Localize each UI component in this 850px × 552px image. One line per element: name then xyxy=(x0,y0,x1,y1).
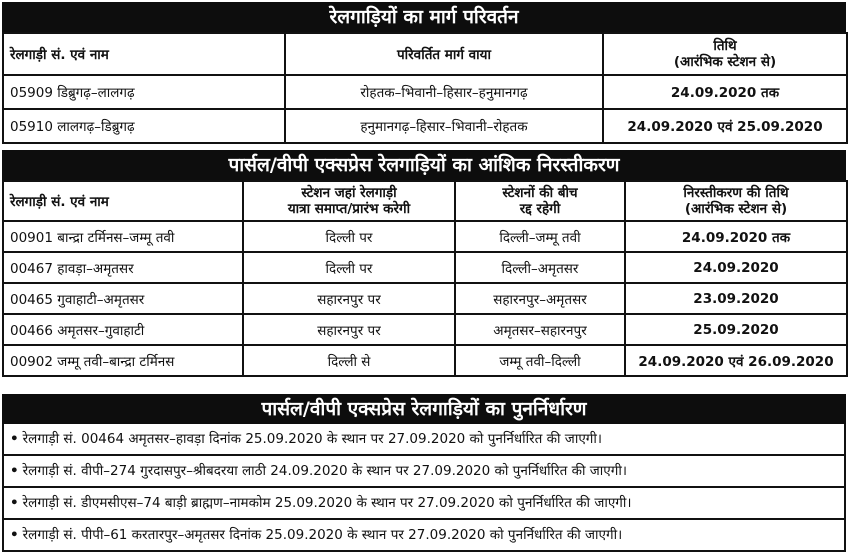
rescheduling-list xyxy=(2,424,846,552)
table-header-row xyxy=(3,33,847,75)
col-header-date xyxy=(603,33,847,75)
date-cell: 24.09.2020 एवं 25.09.2020 xyxy=(603,109,847,143)
partial-cancellation-section xyxy=(2,150,846,377)
table-row xyxy=(3,345,847,376)
rescheduling-section xyxy=(2,394,846,552)
col-header-between xyxy=(455,181,625,221)
col-header-date xyxy=(625,181,847,221)
table-row xyxy=(3,283,847,314)
col-header-date-line1: निरस्तीकरण की तिथि xyxy=(683,185,789,201)
table-row xyxy=(3,252,847,283)
list-item-text: रेलगाड़ी सं. वीपी–274 गुरदासपुर–श्रीबदरया लाठी 24.09.2020 के स्थान पर 27.09.2020 को पुनर्निर्धारित की जाएगी। xyxy=(22,463,627,479)
table-row xyxy=(3,75,847,109)
col-header-between-line1: स्टेशनों की बीच xyxy=(502,185,578,201)
between-cell: दिल्ली–जम्मू तवी xyxy=(455,221,625,252)
partial-cancellation-table xyxy=(2,180,848,377)
col-header-between-line2: रद्द रहेगी xyxy=(519,201,561,217)
train-cell: 00902 जम्मू तवी–बान्द्रा टर्मिनस xyxy=(3,345,243,376)
between-cell: अमृतसर–सहारनपुर xyxy=(455,314,625,345)
list-item xyxy=(4,486,844,518)
col-header-station-line2: यात्रा समाप्त/प्रारंभ करेगी xyxy=(287,201,411,217)
table-row xyxy=(3,314,847,345)
route-cell: हनुमानगढ़–हिसार–भिवानी–रोहतक xyxy=(285,109,603,143)
rescheduling-title: पार्सल/वीपी एक्सप्रेस रेलगाड़ियों का पुनर्निर्धारण xyxy=(2,394,846,424)
col-header-date-line1: तिथि xyxy=(713,38,737,54)
bullet-icon: • xyxy=(10,463,19,479)
bullet-icon: • xyxy=(10,527,19,543)
table-row xyxy=(3,109,847,143)
col-header-route: परिवर्तित मार्ग वाया xyxy=(285,33,603,75)
list-item-text: रेलगाड़ी सं. 00464 अमृतसर–हावड़ा दिनांक 25.09.2020 के स्थान पर 27.09.2020 को पुनर्निर्धारित की जाएगी। xyxy=(22,431,602,447)
col-header-station xyxy=(243,181,455,221)
train-cell: 00465 गुवाहाटी–अमृतसर xyxy=(3,283,243,314)
date-cell: 24.09.2020 तक xyxy=(625,221,847,252)
between-cell: सहारनपुर–अमृतसर xyxy=(455,283,625,314)
date-cell: 24.09.2020 एवं 26.09.2020 xyxy=(625,345,847,376)
train-cell: 00466 अमृतसर–गुवाहाटी xyxy=(3,314,243,345)
list-item xyxy=(4,424,844,454)
between-cell: दिल्ली–अमृतसर xyxy=(455,252,625,283)
route-diversion-title: रेलगाड़ियों का मार्ग परिवर्तन xyxy=(2,2,846,32)
station-cell: दिल्ली पर xyxy=(243,221,455,252)
station-cell: सहारनपुर पर xyxy=(243,283,455,314)
partial-cancellation-title: पार्सल/वीपी एक्सप्रेस रेलगाड़ियों का आंशिक निरस्तीकरण xyxy=(2,150,846,180)
col-header-train: रेलगाड़ी सं. एवं नाम xyxy=(3,33,285,75)
col-header-station-line1: स्टेशन जहां रेलगाड़ी xyxy=(301,185,397,201)
col-header-date-line2: (आरंभिक स्टेशन से) xyxy=(684,201,788,217)
table-row xyxy=(3,221,847,252)
date-cell: 24.09.2020 xyxy=(625,252,847,283)
bullet-icon: • xyxy=(10,495,19,511)
route-diversion-section xyxy=(2,2,846,144)
route-diversion-table xyxy=(2,32,848,144)
train-cell: 00901 बान्द्रा टर्मिनस–जम्मू तवी xyxy=(3,221,243,252)
route-cell: रोहतक–भिवानी–हिसार–हनुमानगढ़ xyxy=(285,75,603,109)
train-cell: 05909 डिब्रुगढ़–लालगढ़ xyxy=(3,75,285,109)
date-cell: 24.09.2020 तक xyxy=(603,75,847,109)
table-header-row xyxy=(3,181,847,221)
station-cell: दिल्ली से xyxy=(243,345,455,376)
between-cell: जम्मू तवी–दिल्ली xyxy=(455,345,625,376)
list-item xyxy=(4,454,844,486)
date-cell: 25.09.2020 xyxy=(625,314,847,345)
station-cell: सहारनपुर पर xyxy=(243,314,455,345)
train-cell: 05910 लालगढ़–डिब्रुगढ़ xyxy=(3,109,285,143)
train-cell: 00467 हावड़ा–अमृतसर xyxy=(3,252,243,283)
col-header-date-line2: (आरंभिक स्टेशन से) xyxy=(673,54,777,70)
station-cell: दिल्ली पर xyxy=(243,252,455,283)
col-header-train: रेलगाड़ी सं. एवं नाम xyxy=(3,181,243,221)
bullet-icon: • xyxy=(10,431,19,447)
list-item-text: रेलगाड़ी सं. पीपी–61 करतारपुर–अमृतसर दिनांक 25.09.2020 के स्थान पर 27.09.2020 को पुनर्निर्धारित की जाएगी। xyxy=(22,527,623,543)
list-item-text: रेलगाड़ी सं. डीएमसीएस–74 बाड़ी ब्राह्मण–नामकोम 25.09.2020 के स्थान पर 27.09.2020 को पुनर्निर्धारित की जाएगी। xyxy=(22,495,632,511)
list-item xyxy=(4,518,844,550)
date-cell: 23.09.2020 xyxy=(625,283,847,314)
